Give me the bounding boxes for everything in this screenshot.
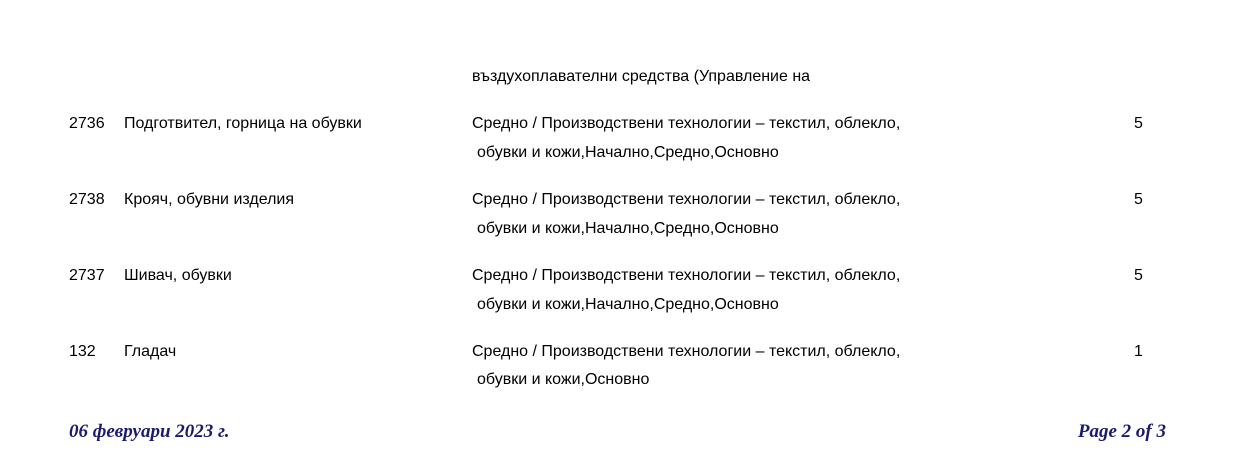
education-requirement-line2: обувки и кожи,Начално,Средно,Основно	[477, 220, 779, 237]
position-count: 5	[1134, 191, 1143, 208]
occupation-name: Гладач	[124, 343, 177, 360]
education-requirement-line2: обувки и кожи,Основно	[477, 371, 650, 388]
education-requirement-line1: Средно / Производствени технологии – текстил, облекло,	[472, 343, 901, 360]
occupation-code: 2737	[69, 267, 105, 284]
occupation-name: Крояч, обувни изделия	[124, 191, 294, 208]
education-requirement-line2: обувки и кожи,Начално,Средно,Основно	[477, 296, 779, 313]
education-requirement-line1: Средно / Производствени технологии – текстил, облекло,	[472, 191, 901, 208]
education-requirement-line2: обувки и кожи,Начално,Средно,Основно	[477, 144, 779, 161]
occupation-code: 2738	[69, 191, 105, 208]
education-requirement-line1: Средно / Производствени технологии – текстил, облекло,	[472, 115, 901, 132]
occupation-name: Шивач, обувки	[124, 267, 232, 284]
occupation-code: 132	[69, 343, 96, 360]
footer-page-number: Page 2 of 3	[1077, 421, 1166, 442]
continued-education-text: въздухоплавателни средства (Управление на	[472, 68, 811, 85]
education-requirement-line1: Средно / Производствени технологии – текстил, облекло,	[472, 267, 901, 284]
position-count: 5	[1134, 115, 1143, 132]
position-count: 5	[1134, 267, 1143, 284]
footer-date: 06 февруари 2023 г.	[69, 421, 230, 442]
occupation-code: 2736	[69, 115, 105, 132]
position-count: 1	[1134, 343, 1143, 360]
occupation-name: Подготвител, горница на обувки	[124, 115, 362, 132]
